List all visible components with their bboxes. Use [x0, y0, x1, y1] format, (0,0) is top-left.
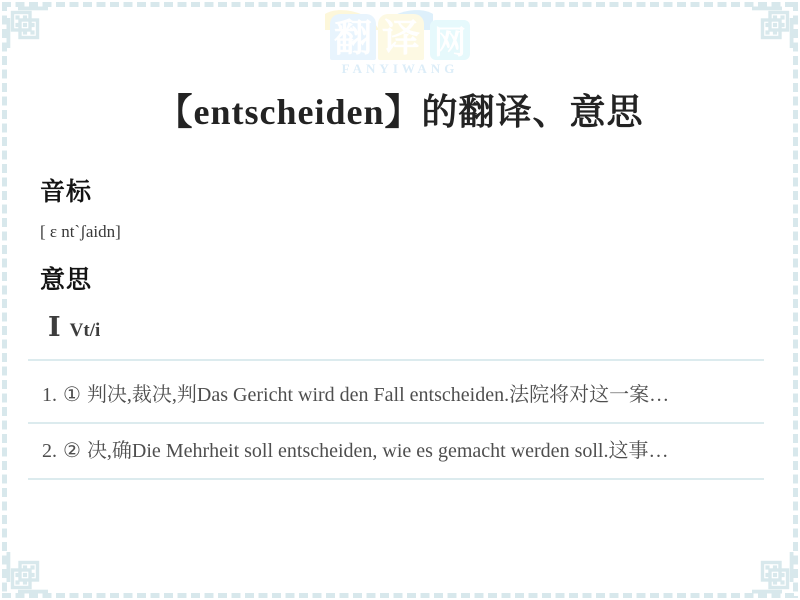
- corner-ornament-bottom-right: [751, 551, 797, 597]
- corner-ornament-top-right: [751, 3, 797, 49]
- page-border-bottom: [2, 593, 798, 598]
- site-logo[interactable]: [0, 14, 800, 77]
- entry-text: 决,确Die Mehrheit soll entscheiden, wie es gemacht werden soll.这事…: [86, 440, 669, 462]
- dictionary-content: [28, 172, 764, 480]
- corner-ornament-bottom-left: [3, 551, 49, 597]
- corner-ornament-top-left: [3, 3, 49, 49]
- phonetic-heading: 音标: [40, 179, 93, 206]
- roman-numeral: Ⅰ: [48, 312, 61, 342]
- entry-number: 2.: [42, 440, 57, 462]
- logo-char-2: 译: [378, 14, 424, 60]
- entry-circle-number: ①: [63, 384, 81, 406]
- page-border-top: [2, 2, 798, 7]
- phonetic-value: [ ɛ nt`ʃaidn]: [40, 222, 121, 241]
- entry-text: 判决,裁决,判Das Gericht wird den Fall entscheiden.法院将对这一案…: [86, 384, 670, 406]
- page-title: 【entscheiden】的翻译、意思: [156, 92, 644, 132]
- logo-characters: [329, 14, 471, 60]
- meaning-heading: 意思: [40, 267, 93, 294]
- logo-subtext: FANYIWANG: [341, 61, 459, 76]
- meaning-item[interactable]: [28, 361, 764, 424]
- entry-number: 1.: [42, 384, 57, 406]
- logo-char-3: 网: [430, 20, 470, 60]
- meaning-list: [28, 359, 764, 480]
- meaning-item[interactable]: [28, 424, 764, 480]
- entry-circle-number: ②: [63, 440, 81, 462]
- pos-label: Vt/i: [69, 320, 101, 341]
- logo-char-1: 翻: [330, 14, 376, 60]
- pos-heading: [28, 312, 764, 347]
